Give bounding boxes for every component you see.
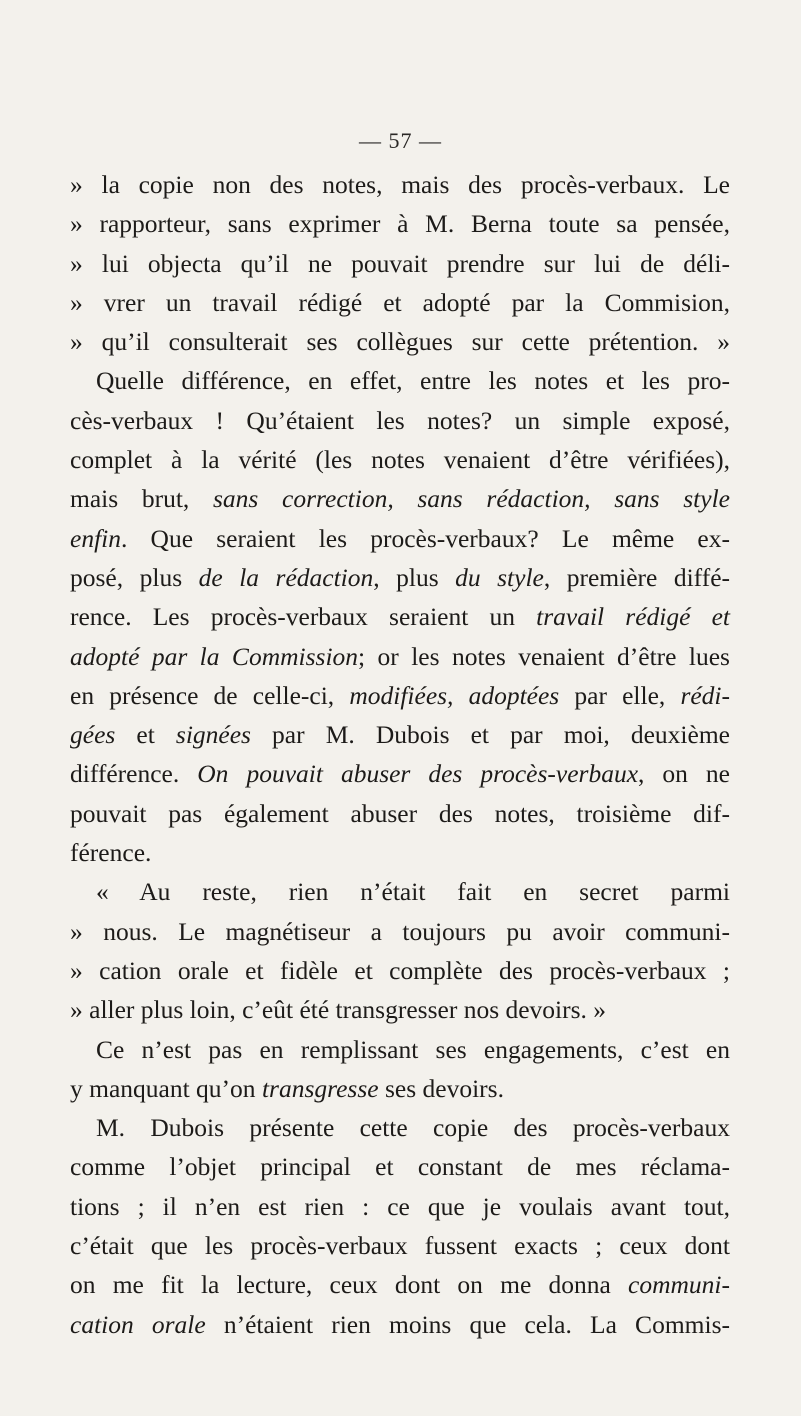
text-segment: Quelle différence, en effet, entre les notes et les pro- (96, 366, 730, 396)
text-segment: » qu’il consulterait ses collègues sur cette prétention. » (70, 327, 730, 357)
text-line (70, 361, 730, 400)
text-line (70, 1147, 730, 1186)
text-segment: y manquant qu’on (70, 1073, 262, 1103)
text-segment: » nous. Le magnétiseur a toujours pu avoir communi- (70, 916, 730, 946)
text-segment: et (115, 720, 176, 750)
text-line (70, 912, 730, 951)
text-segment: . Que seraient les procès-verbaux? Le même ex- (121, 523, 730, 553)
italic-text-segment: transgresse (261, 1073, 379, 1103)
text-segment: » la copie non des notes, mais des procès-verbaux. Le (70, 170, 730, 199)
text-segment: posé, plus (70, 562, 199, 592)
text-line (70, 1265, 730, 1304)
text-segment: , plus (373, 562, 456, 592)
text-line (70, 794, 730, 833)
italic-text-segment: modifiées, adoptées (349, 680, 560, 710)
text-segment: cès-verbaux ! Qu’étaient les notes? un simple exposé, (70, 405, 730, 435)
text-line (70, 479, 730, 518)
text-segment: différence. (70, 759, 198, 789)
text-segment: ; or les notes venaient d’être lues (358, 641, 730, 671)
text-line (70, 165, 730, 204)
italic-text-segment: sans correction, sans rédaction, sans style (213, 484, 730, 514)
text-segment: » lui objecta qu’il ne pouvait prendre sur lui de déli- (70, 248, 730, 278)
italic-text-segment: On pouvait abuser des procès-verbaux (197, 759, 639, 789)
text-line (70, 676, 730, 715)
text-line (70, 1069, 730, 1108)
text-line (70, 440, 730, 479)
italic-text-segment: de la rédaction (198, 562, 374, 592)
text-segment: ses devoirs. (378, 1073, 504, 1103)
text-segment: , première diffé- (543, 562, 730, 592)
text-segment: par M. Dubois et par moi, deuxième (250, 720, 730, 750)
text-line (70, 1305, 730, 1344)
italic-text-segment: du style (455, 562, 544, 592)
text-line (70, 1226, 730, 1265)
italic-text-segment: enfin (70, 523, 121, 553)
text-segment: férence. (70, 838, 152, 868)
text-segment: en présence de celle-ci, (70, 680, 350, 710)
page-number: — 57 — (359, 128, 442, 153)
text-line (70, 715, 730, 754)
italic-text-segment: gées (70, 720, 116, 750)
italic-text-segment: adopté par la Commission (70, 641, 359, 671)
text-segment: c’était que les procès-verbaux fussent exacts ; ceux dont (70, 1231, 730, 1261)
italic-text-segment: rédi- (680, 680, 731, 710)
text-line (70, 519, 730, 558)
text-segment: » aller plus loin, c’eût été transgresser nos devoirs. » (70, 995, 607, 1025)
text-segment: » vrer un travail rédigé et adopté par la Commision, (70, 287, 730, 317)
body-text (70, 165, 730, 1344)
text-line (70, 283, 730, 322)
text-line (70, 1187, 730, 1226)
text-line (70, 558, 730, 597)
text-line (70, 637, 730, 676)
text-segment: on me fit la lecture, ceux dont on me donna (70, 1270, 629, 1300)
italic-text-segment: communi- (628, 1270, 730, 1300)
text-line (70, 1030, 730, 1069)
text-segment: Ce n’est pas en remplissant ses engagements, c’est en (96, 1034, 730, 1064)
text-line (70, 322, 730, 361)
text-segment: mais brut, (70, 484, 213, 514)
text-segment: complet à la vérité (les notes venaient d’être vérifiées), (70, 445, 730, 475)
text-segment: par elle, (559, 680, 681, 710)
text-segment: « Au reste, rien n’était fait en secret parmi (96, 877, 730, 907)
text-line (70, 754, 730, 793)
text-line (70, 204, 730, 243)
text-segment: , on ne (638, 759, 730, 789)
text-segment: tions ; il n’en est rien : ce que je voulais avant tout, (70, 1191, 730, 1221)
text-line (70, 872, 730, 911)
text-line (70, 401, 730, 440)
text-line (70, 1108, 730, 1147)
text-line (70, 990, 730, 1029)
text-line (70, 833, 730, 872)
italic-text-segment: cation orale (70, 1309, 206, 1339)
italic-text-segment: travail rédigé et (536, 602, 730, 632)
text-line (70, 951, 730, 990)
text-line (70, 244, 730, 283)
text-segment: rence. Les procès-verbaux seraient un (70, 602, 537, 632)
text-segment: » rapporteur, sans exprimer à M. Berna toute sa pensée, (70, 209, 730, 239)
text-segment: pouvait pas également abuser des notes, troisième dif- (70, 798, 730, 828)
text-segment: M. Dubois présente cette copie des procès-verbaux (96, 1113, 730, 1143)
italic-text-segment: signées (175, 720, 251, 750)
text-segment: » cation orale et fidèle et complète des procès-verbaux ; (70, 955, 730, 985)
text-segment: n’étaient rien moins que cela. La Commis- (205, 1309, 730, 1339)
text-line (70, 597, 730, 636)
text-segment: comme l’objet principal et constant de mes réclama- (70, 1152, 730, 1182)
